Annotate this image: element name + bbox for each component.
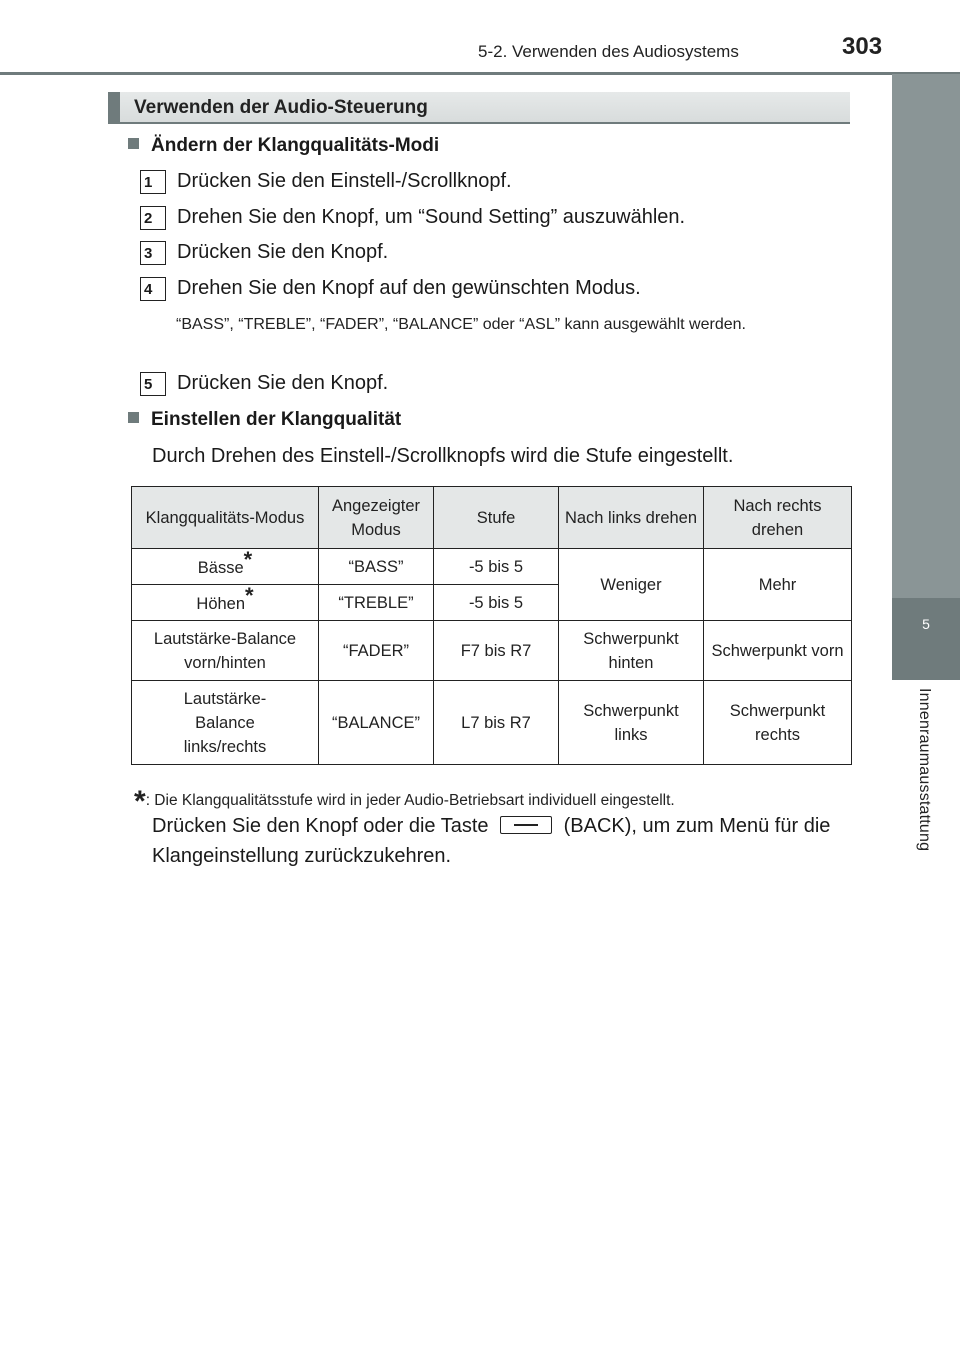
square-bullet-icon — [128, 412, 139, 423]
step-text: Drehen Sie den Knopf auf den gewünschten Modus. — [177, 277, 641, 299]
step-number: 4 — [140, 277, 166, 301]
subheading-modes-text: Ändern der Klangqualitäts-Modi — [151, 135, 440, 156]
footnote-marker: * — [134, 785, 146, 818]
side-strip — [892, 74, 960, 598]
table-cell: F7 bis R7 — [434, 621, 559, 681]
table-header: Klangqualitäts-Modus — [132, 487, 319, 549]
cell-text: Bässe — [197, 558, 244, 577]
step-number: 3 — [140, 241, 166, 265]
quality-description: Durch Drehen des Einstell-/Scrollknopfs wird die Stufe eingestellt. — [152, 445, 734, 467]
page-header — [0, 0, 960, 74]
table-cell: Schwerpunkt hinten — [559, 621, 704, 681]
chapter-number: 5 — [922, 616, 930, 632]
table-cell: “BALANCE” — [319, 681, 434, 765]
section-title-text: Verwenden der Audio-Steuerung — [134, 97, 428, 118]
section-title — [108, 92, 850, 124]
table-header: Stufe — [434, 487, 559, 549]
closing-text-before: Drücken Sie den Knopf oder die Taste — [152, 815, 489, 837]
table-row — [132, 549, 852, 585]
table-cell: Schwerpunkt vorn — [704, 621, 852, 681]
closing-paragraph — [152, 811, 852, 871]
page-number: 303 — [842, 33, 883, 60]
table-header: Nach links drehen — [559, 487, 704, 549]
subheading-quality-text: Einstellen der Klangqualität — [151, 409, 402, 430]
table-cell — [132, 546, 319, 585]
table-cell — [132, 582, 319, 621]
asterisk-marker: * — [243, 546, 253, 572]
subheading-quality — [128, 409, 401, 431]
table-cell: L7 bis R7 — [434, 681, 559, 765]
subheading-modes — [128, 135, 439, 157]
header-rule — [0, 72, 960, 75]
square-bullet-icon — [128, 138, 139, 149]
step-text: Drehen Sie den Knopf, um “Sound Setting” auszuwählen. — [177, 206, 686, 228]
step-number: 1 — [140, 170, 166, 194]
cell-text: Höhen — [196, 594, 246, 613]
table-cell: “FADER” — [319, 621, 434, 681]
table-cell: Weniger — [559, 549, 704, 621]
header-section-title: 5-2. Verwenden des Audiosystems — [478, 42, 739, 61]
table-row — [132, 681, 852, 765]
table-cell: Lautstärke-Balance vorn/hinten — [132, 621, 319, 681]
table-cell: Mehr — [704, 549, 852, 621]
back-button-icon — [500, 816, 552, 834]
table-cell: “TREBLE” — [319, 585, 434, 621]
step-text: Drücken Sie den Knopf. — [177, 372, 389, 394]
table-cell: “BASS” — [319, 549, 434, 585]
footnote-text: : Die Klangqualitätsstufe wird in jeder Audio-Betriebsart individuell eingestellt. — [145, 792, 675, 809]
step-number: 5 — [140, 372, 166, 396]
asterisk-marker: * — [245, 582, 254, 608]
closing-text-after: (BACK), um zum Menü für die Klangeinstellung zurückzukehren. — [152, 815, 831, 867]
step-4-note: “BASS”, “TREBLE”, “FADER”, “BALANCE” oder “ASL” kann ausgewählt werden. — [176, 316, 746, 333]
step-text: Drücken Sie den Knopf. — [177, 241, 389, 263]
table-cell: Schwerpunkt links — [559, 681, 704, 765]
table-cell: -5 bis 5 — [434, 585, 559, 621]
step-text: Drücken Sie den Einstell-/Scrollknopf. — [177, 170, 512, 192]
table-cell: Schwerpunkt rechts — [704, 681, 852, 765]
table-cell: Lautstärke-Balance links/rechts — [132, 681, 319, 765]
table-row — [132, 621, 852, 681]
table-header: Nach rechts drehen — [704, 487, 852, 549]
footnote — [134, 779, 675, 818]
sound-quality-table — [131, 486, 852, 765]
chapter-tab — [892, 598, 960, 680]
step-number: 2 — [140, 206, 166, 230]
chapter-label: Innenraumausstattung — [916, 688, 933, 852]
table-header: Angezeigter Modus — [319, 487, 434, 549]
table-cell: -5 bis 5 — [434, 549, 559, 585]
table-header-row — [132, 487, 852, 549]
